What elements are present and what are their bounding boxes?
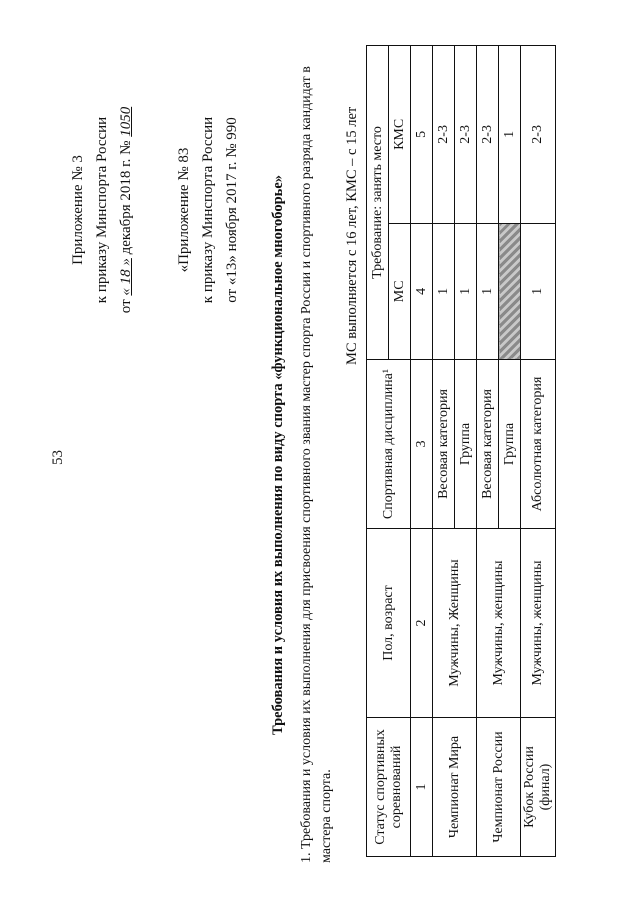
cell-ms: 1 <box>477 223 499 359</box>
col-number: 1 <box>411 718 433 857</box>
appendix-from: от <box>118 299 134 314</box>
cell-sex: Мужчины, женщины <box>521 529 556 718</box>
age-note: МС выполняется с 16 лет, КМС – с 15 лет <box>344 106 360 365</box>
cell-kms: 2-3 <box>521 46 556 224</box>
header-ms: МС <box>389 223 411 359</box>
cell-sex: Мужчины, Женщины <box>433 529 477 718</box>
table-row <box>521 46 556 857</box>
cell-kms: 1 <box>499 46 521 224</box>
cell-kms: 2-3 <box>433 46 455 224</box>
table-row <box>477 46 499 857</box>
page-number: 53 <box>50 450 66 465</box>
cell-ms: 1 <box>455 223 477 359</box>
appendix-order-number: 1050 <box>118 106 134 137</box>
cell-sex: Мужчины, женщины <box>477 529 521 718</box>
appendix2-line-1: «Приложение № 83 <box>176 147 192 273</box>
header-requirement: Требование: занять место <box>367 46 389 360</box>
table-row <box>433 46 455 857</box>
cell-ms-hatched <box>499 223 521 359</box>
cell-discipline: Группа <box>499 360 521 529</box>
appendix2-line-2: к приказу Минспорта России <box>200 116 216 304</box>
cell-kms: 2-3 <box>455 46 477 224</box>
requirements-paragraph: 1. Требования и условия их выполнения для присвоения спортивного звания мастер спорта России и спортивного разряда кандидат в мастера спорта. <box>299 66 334 863</box>
document-title: Требования и условия их выполнения по виду спорта «функциональное многоборье» <box>270 174 286 736</box>
col-number: 4 <box>411 223 433 359</box>
cell-status: Кубок России (финал) <box>521 718 556 857</box>
appendix-date: декабря 2018 г. № <box>118 140 134 255</box>
cell-discipline: Весовая категория <box>477 360 499 529</box>
appendix-day: « 18 » <box>118 258 134 296</box>
cell-ms: 1 <box>433 223 455 359</box>
col-number: 2 <box>411 529 433 718</box>
cell-discipline: Группа <box>455 360 477 529</box>
cell-discipline: Весовая категория <box>433 360 455 529</box>
table-header-row <box>367 46 389 857</box>
appendix2-line-3: от «13» ноября 2017 г. № 990 <box>224 117 240 303</box>
col-number: 5 <box>411 46 433 224</box>
header-status: Статус спортивных соревнований <box>367 718 411 857</box>
header-sex-age: Пол, возраст <box>367 529 411 718</box>
col-number: 3 <box>411 360 433 529</box>
header-discipline: Спортивная дисциплина¹ <box>367 360 411 529</box>
appendix-header-original <box>172 105 244 315</box>
cell-kms: 2-3 <box>477 46 499 224</box>
appendix-line-3 <box>114 105 138 315</box>
appendix-line-1: Приложение № 3 <box>70 155 86 265</box>
cell-ms: 1 <box>521 223 556 359</box>
cell-status: Чемпионат Мира <box>433 718 477 857</box>
cell-discipline: Абсолютная категория <box>521 360 556 529</box>
column-number-row <box>411 46 433 857</box>
header-kms: КМС <box>389 46 411 224</box>
appendix-line-2: к приказу Минспорта России <box>94 116 110 304</box>
requirements-table <box>366 45 556 857</box>
cell-status: Чемпионат России <box>477 718 521 857</box>
appendix-header <box>66 105 138 315</box>
